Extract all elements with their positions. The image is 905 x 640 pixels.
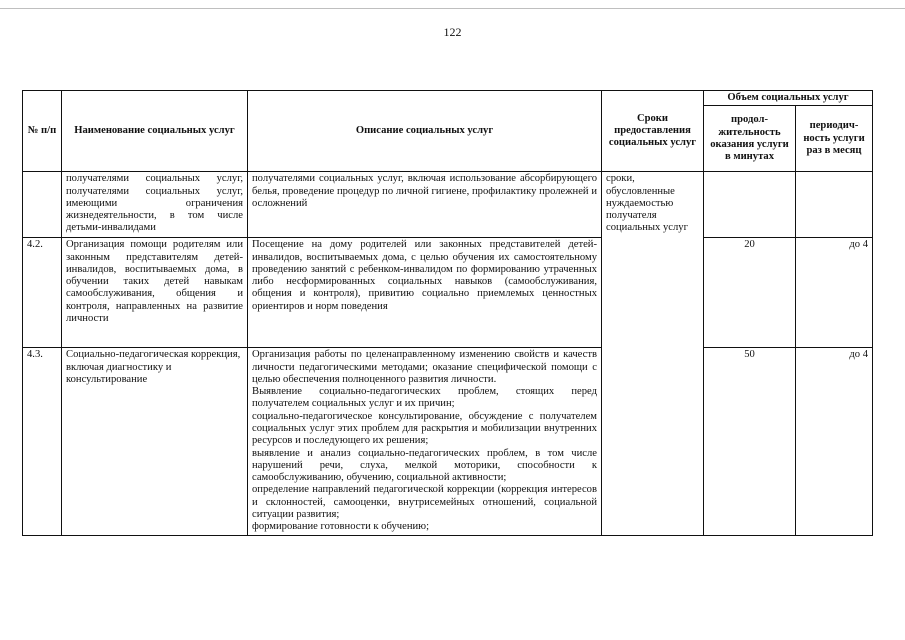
services-table [22,90,873,536]
row-num: 4.2. [23,238,62,348]
header-terms: Сроки предоставления социальных услуг [602,91,704,172]
description-line: социально-педагогическое консультирование, обсуждение с получателем социальных услуг этих проблем для раскрытия и мобилизации внутренних ресурсов и последующего их решения; [252,410,597,447]
row-duration [704,172,796,238]
header-duration: продол-жительность оказания услуги в минутах [704,106,796,172]
table-row [23,172,873,238]
row-periodicity: до 4 [796,348,873,535]
description-line: определение направлений педагогической коррекции (коррекция интересов и склонностей, самооценки, внутрисемейных отношений, социальной ситуации развития; [252,484,597,520]
header-periodicity: периодич-ность услуги раз в месяц [796,106,873,172]
table-row [23,238,873,348]
description-line: Организация работы по целенаправленному изменению свойств и качеств личности педагогическими методами; оказание специфической помощи с целью обеспечения полноценного развития личности. [252,349,597,385]
page-number: 122 [443,25,462,39]
row-periodicity: до 4 [796,238,873,348]
description-line: формирование готовности к обучению; [252,521,430,533]
row-duration: 50 [704,348,796,535]
row-service-description: Посещение на дому родителей или законных представителей детей-инвалидов, воспитываемых дома, с целью обучения их самостоятельному проведению занятий с ребенком-инвалидом по формированию утраченных либо несформированных социальных навыков (самообслуживания, общения и контроля), привитию социально приемлемых ценностных ориентиров и норм поведения [248,238,602,348]
terms-text: сроки, обусловленные нуждаемостью получателя социальных услуг [606,173,688,234]
header-name: Наименование социальных услуг [62,91,248,172]
row-num: 4.3. [23,348,62,535]
row-duration: 20 [704,238,796,348]
row-service-description: получателями социальных услуг, включая использование абсорбирующего белья, проведение процедур по личной гигиене, профилактику пролежней и осложнений [248,172,602,238]
row-num [23,172,62,238]
header-num: № п/п [23,91,62,172]
row-service-name: Социально-педагогическая коррекция, включая диагностику и консультирование [62,348,248,535]
row-service-name: Организация помощи родителям или законным представителям детей-инвалидов, воспитываемых дома, в обучении таких детей навыкам самообслуживания, общения и контроля, направленных на развитие личности [62,238,248,348]
row-periodicity [796,172,873,238]
header-volume-group: Объем социальных услуг [704,91,873,106]
table-header-row [23,91,873,106]
table-row [23,348,873,535]
row-service-name: получателями социальных услуг, получателями социальных услуг, имеющими ограничения жизнедеятельности, в том числе детьми-инвалидами [62,172,248,238]
row-service-description [248,348,602,535]
description-line: выявление и анализ социально-педагогических проблем, в том числе нарушений речи, слуха, мелкой моторики, способности к самообслуживанию, обучению, социальной активности; [252,447,597,484]
header-description: Описание социальных услуг [248,91,602,172]
row-service-terms [602,172,704,535]
description-line: Выявление социально-педагогических проблем, стоящих перед получателем социальных услуг и их причин; [252,386,597,410]
